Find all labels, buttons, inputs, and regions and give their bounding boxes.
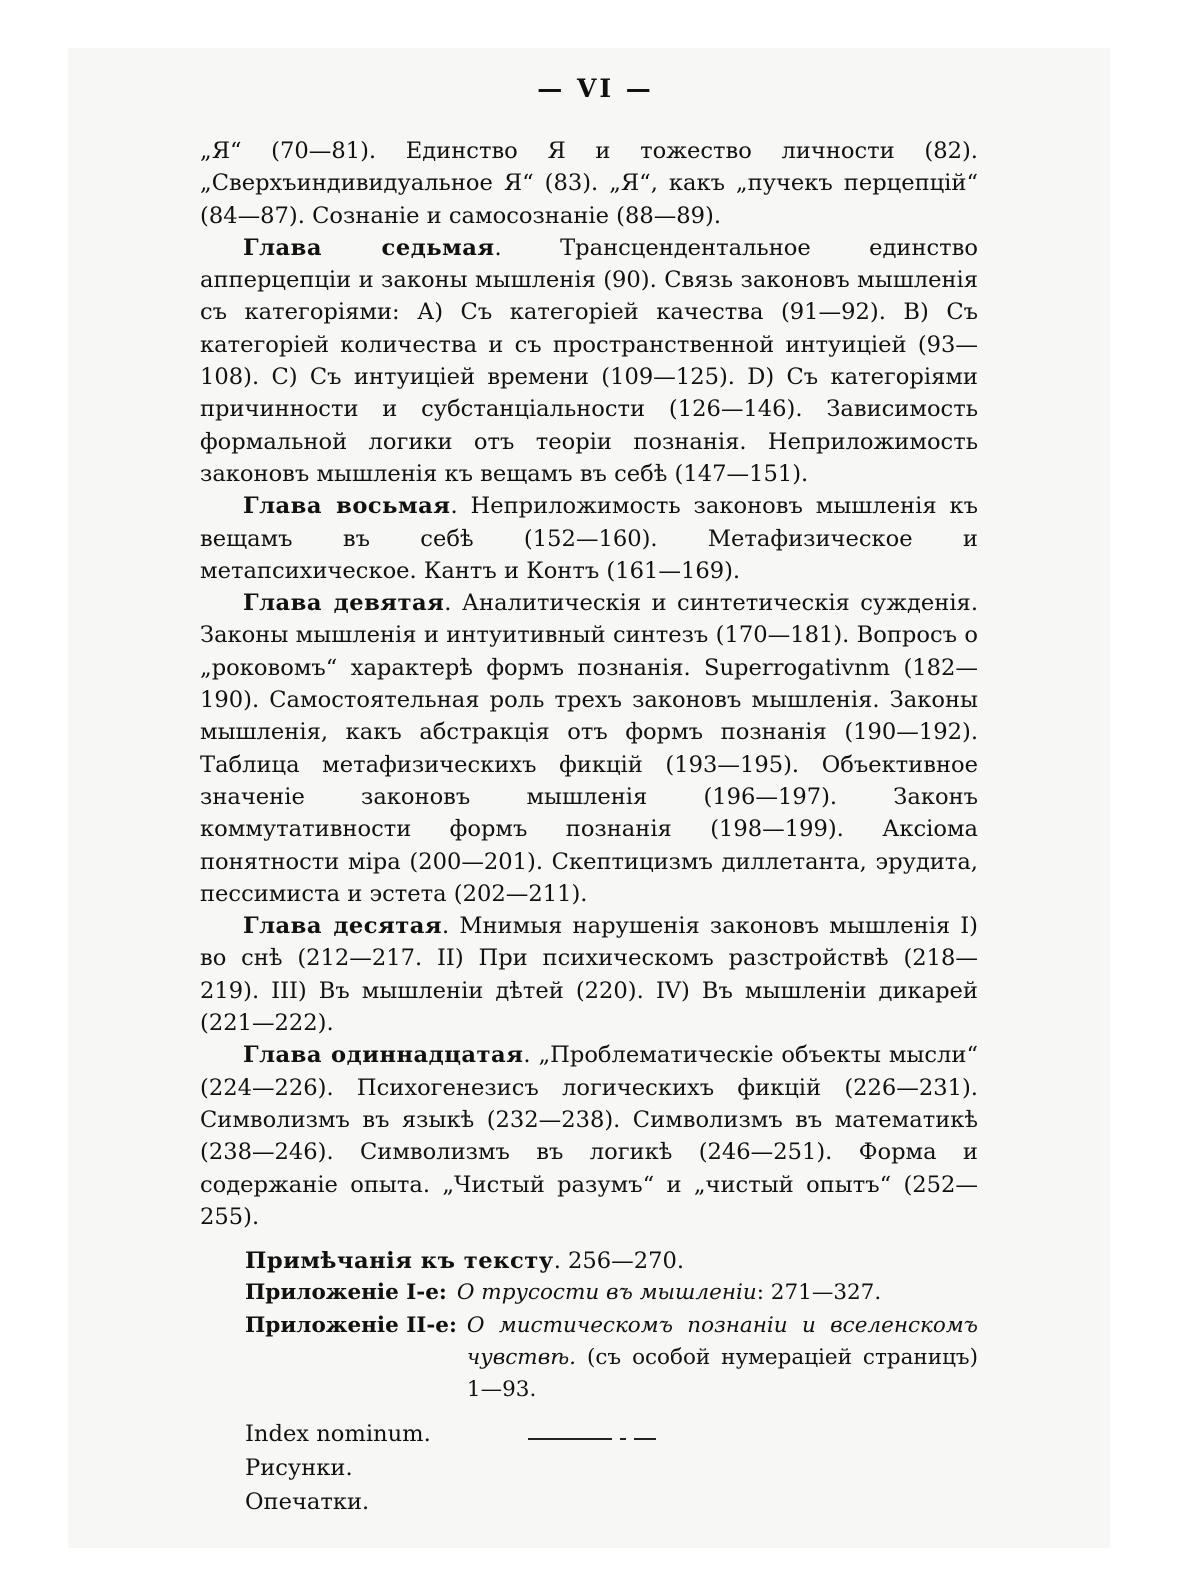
appendix-pages: : 271—327. bbox=[756, 1280, 882, 1306]
appendix-label: Приложеніе I-е: bbox=[245, 1280, 447, 1306]
chapter-text: . Мнимыя нарушенія законовъ мышленія I) во снѣ (212—217. II) При психическомъ разстройствѣ (218—219). III) Въ мышленіи дѣтей (220). IV) Въ мышленіи дикарей (221—222). bbox=[200, 913, 978, 1037]
notes-pages: . 256—270. bbox=[553, 1248, 685, 1275]
notes-entry bbox=[245, 1245, 978, 1277]
chapter-text: . „Проблематическіе объекты мысли“ (224—226). Психогенезисъ логическихъ фикцій (226—231). Символизмъ въ языкѣ (232—238). Символизмъ въ математикѣ (238—246). Символизмъ въ логикѣ (246—251). Форма и содержаніе опыта. „Чистый разумъ“ и „чистый опытъ“ (252—255). bbox=[200, 1042, 978, 1230]
index-nominum: Index nominum. bbox=[245, 1420, 431, 1447]
page-number: — VI — bbox=[537, 74, 654, 103]
chapter-eight bbox=[200, 490, 978, 587]
table-of-contents bbox=[200, 135, 978, 1519]
illustrations: Рисунки. bbox=[245, 1454, 353, 1481]
chapter-text: . Аналитическія и синтетическія сужденія. Законы мышленія и интуитивный синтезъ (170—181). Вопросъ о „роковомъ“ характерѣ формъ познанія. Superrogativnm (182—190). Самостоятельная роль трехъ законовъ мышленія. Законы мышленія, какъ абстракція отъ формъ познанія (190—192). Таблица метафизическихъ фикцій (193—195). Объективное значеніе законовъ мышленія (196—197). Законъ коммутативности формъ познанія (198—199). Аксіома понятности міра (200—201). Скептицизмъ диллетанта, эрудита, пессимиста и эстета (202—211). bbox=[200, 590, 978, 907]
chapter-title: Глава девятая bbox=[243, 590, 445, 617]
back-matter bbox=[245, 1417, 978, 1519]
chapter-title: Глава седьмая bbox=[243, 234, 495, 261]
appendix-one bbox=[245, 1277, 978, 1309]
closing-rule bbox=[528, 1438, 656, 1440]
appendix-pages: (съ особой нумераціей страницъ) 1—93. bbox=[466, 1344, 978, 1403]
chapter-title: Глава восьмая bbox=[243, 493, 451, 520]
chapter-nine bbox=[200, 587, 978, 910]
chapter-text: . Трансцендентальное единство апперцепціи и законы мышленія (90). Связь законовъ мышленія съ категоріями: А) Съ категоріей качества (91—92). В) Съ категоріей количества и съ пространственной интуиціей (93—108). С) Съ интуиціей времени (109—125). D) Съ категоріями причинности и субстанціальности (126—146). Зависимость формальной логики отъ теоріи познанія. Неприложимость законовъ мышленія къ вещамъ въ себѣ (147—151). bbox=[200, 234, 979, 487]
appendices bbox=[245, 1277, 978, 1406]
intro-paragraph: „Я“ (70—81). Единство Я и тожество личности (82). „Сверхъиндивидуальное Я“ (83). „Я“, какъ „пучекъ перцепцій“ (84—87). Сознаніе и самосознаніе (88—89). bbox=[200, 138, 978, 229]
chapter-eleven bbox=[200, 1039, 978, 1233]
chapter-seven bbox=[200, 232, 978, 490]
appendix-title: О трусости въ мышленіи bbox=[456, 1280, 757, 1306]
appendix-label: Приложеніе II-е: bbox=[245, 1312, 457, 1338]
errata: Опечатки. bbox=[245, 1488, 370, 1515]
chapter-title: Глава одиннадцатая bbox=[243, 1042, 524, 1069]
appendix-two bbox=[245, 1310, 978, 1407]
chapter-title: Глава десятая bbox=[243, 913, 443, 940]
chapter-ten bbox=[200, 910, 978, 1039]
notes-title: Примѣчанія къ тексту bbox=[245, 1248, 554, 1275]
appendix-title: О мистическомъ познаніи и вселенскомъ чувствѣ. bbox=[466, 1312, 978, 1370]
chapter-text: . Неприложимость законовъ мышленія къ вещамъ въ себѣ (152—160). Метафизическое и метапсихическое. Кантъ и Контъ (161—169). bbox=[200, 493, 978, 584]
